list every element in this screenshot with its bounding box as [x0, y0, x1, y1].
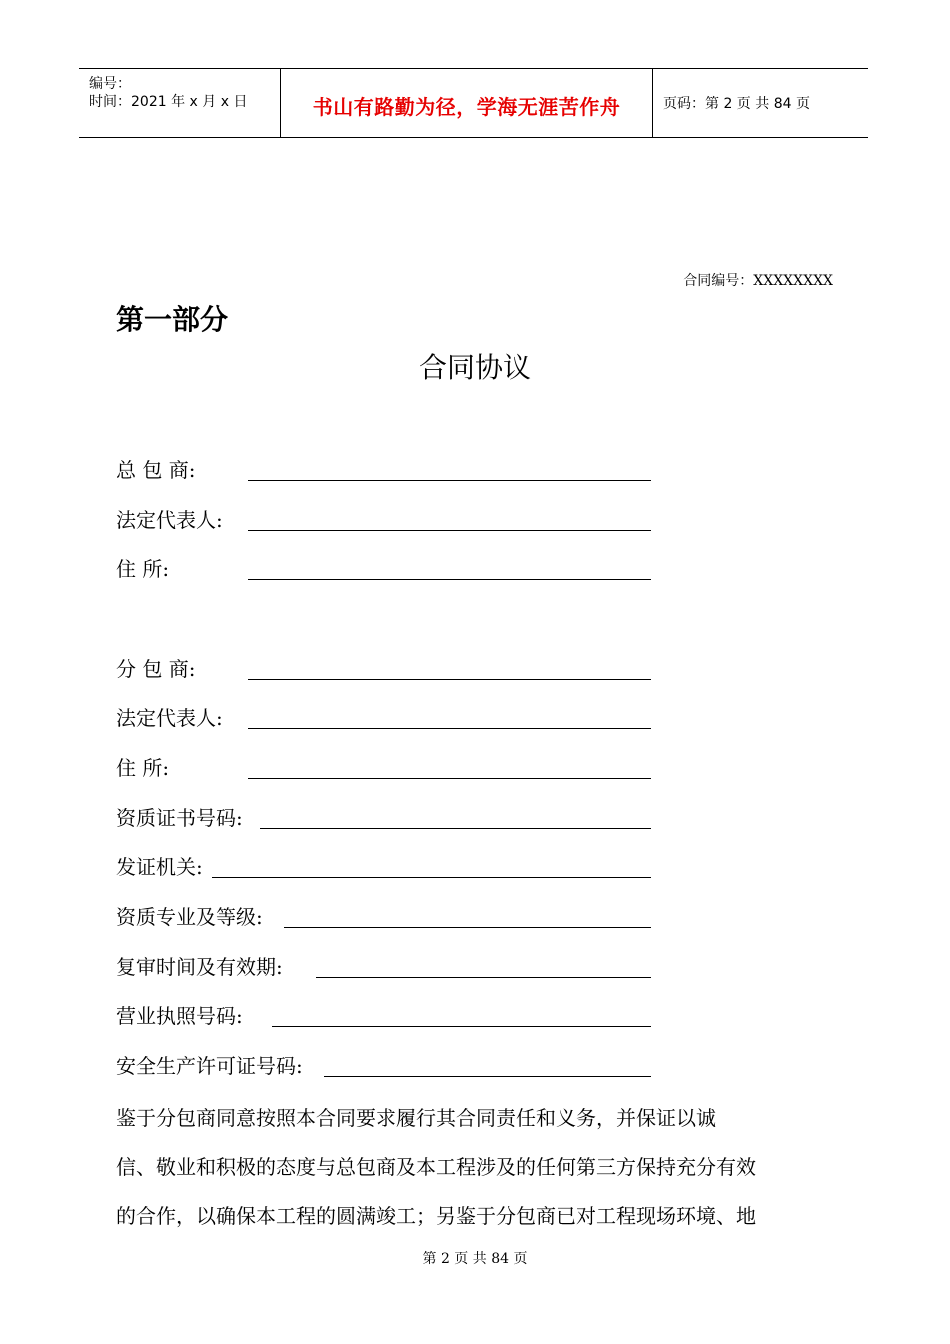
field-label: 总 包 商: [116, 458, 196, 482]
blank-line[interactable] [248, 480, 651, 481]
blank-line[interactable] [284, 927, 651, 928]
field-label: 法定代表人: [116, 508, 223, 532]
paragraph-line: 信、敬业和积极的态度与总包商及本工程涉及的任何第三方保持充分有效 [116, 1155, 756, 1179]
field-label: 住 所: [116, 756, 170, 780]
header-page-info: 页码：第 2 页 共 84 页 [663, 96, 810, 112]
field-label: 资质证书号码: [116, 806, 243, 830]
header-motto: 书山有路勤为径，学海无涯苦作舟 [312, 95, 621, 119]
field-label: 住 所: [116, 557, 170, 581]
field-label: 分 包 商: [116, 657, 196, 681]
field-sc-address [116, 752, 651, 782]
blank-line[interactable] [248, 579, 651, 580]
blank-line[interactable] [248, 778, 651, 779]
paragraph-line: 鉴于分包商同意按照本合同要求履行其合同责任和义务，并保证以诚 [116, 1106, 716, 1130]
header-motto-cell [281, 69, 653, 137]
blank-line[interactable] [212, 877, 651, 878]
field-label: 资质专业及等级: [116, 905, 263, 929]
blank-line[interactable] [248, 728, 651, 729]
paragraph-line: 的合作，以确保本工程的圆满竣工；另鉴于分包商已对工程现场环境、地 [116, 1204, 756, 1228]
header-meta-cell [79, 69, 281, 137]
header-number: 编号： [89, 76, 131, 92]
field-gc-address [116, 553, 651, 583]
field-label: 复审时间及有效期: [116, 955, 283, 979]
field-subcontractor [116, 653, 651, 683]
blank-line[interactable] [272, 1026, 651, 1027]
field-issuing-authority [116, 851, 651, 881]
blank-line[interactable] [260, 828, 651, 829]
field-label: 发证机关: [116, 855, 203, 879]
field-general-contractor [116, 454, 651, 484]
blank-line[interactable] [248, 530, 651, 531]
field-qualification-level [116, 901, 651, 931]
document-title: 合同协议 [418, 351, 531, 384]
blank-line[interactable] [248, 679, 651, 680]
page-footer: 第 2 页 共 84 页 [422, 1251, 528, 1267]
header-page-cell [653, 69, 868, 137]
field-certificate-number [116, 802, 651, 832]
field-business-license [116, 1000, 651, 1030]
field-review-validity [116, 951, 651, 981]
header-time: 时间：2021 年 x 月 x 日 [89, 94, 248, 110]
field-gc-representative [116, 504, 651, 534]
field-label: 营业执照号码: [116, 1004, 243, 1028]
field-label: 安全生产许可证号码: [116, 1054, 303, 1078]
field-sc-representative [116, 702, 651, 732]
document-header [79, 68, 868, 138]
contract-number: 合同编号：XXXXXXXX [683, 273, 833, 289]
blank-line[interactable] [324, 1076, 651, 1077]
field-label: 法定代表人: [116, 706, 223, 730]
field-safety-permit [116, 1050, 651, 1080]
body-paragraph [116, 1094, 834, 1241]
blank-line[interactable] [316, 977, 651, 978]
part-title: 第一部分 [116, 303, 229, 336]
